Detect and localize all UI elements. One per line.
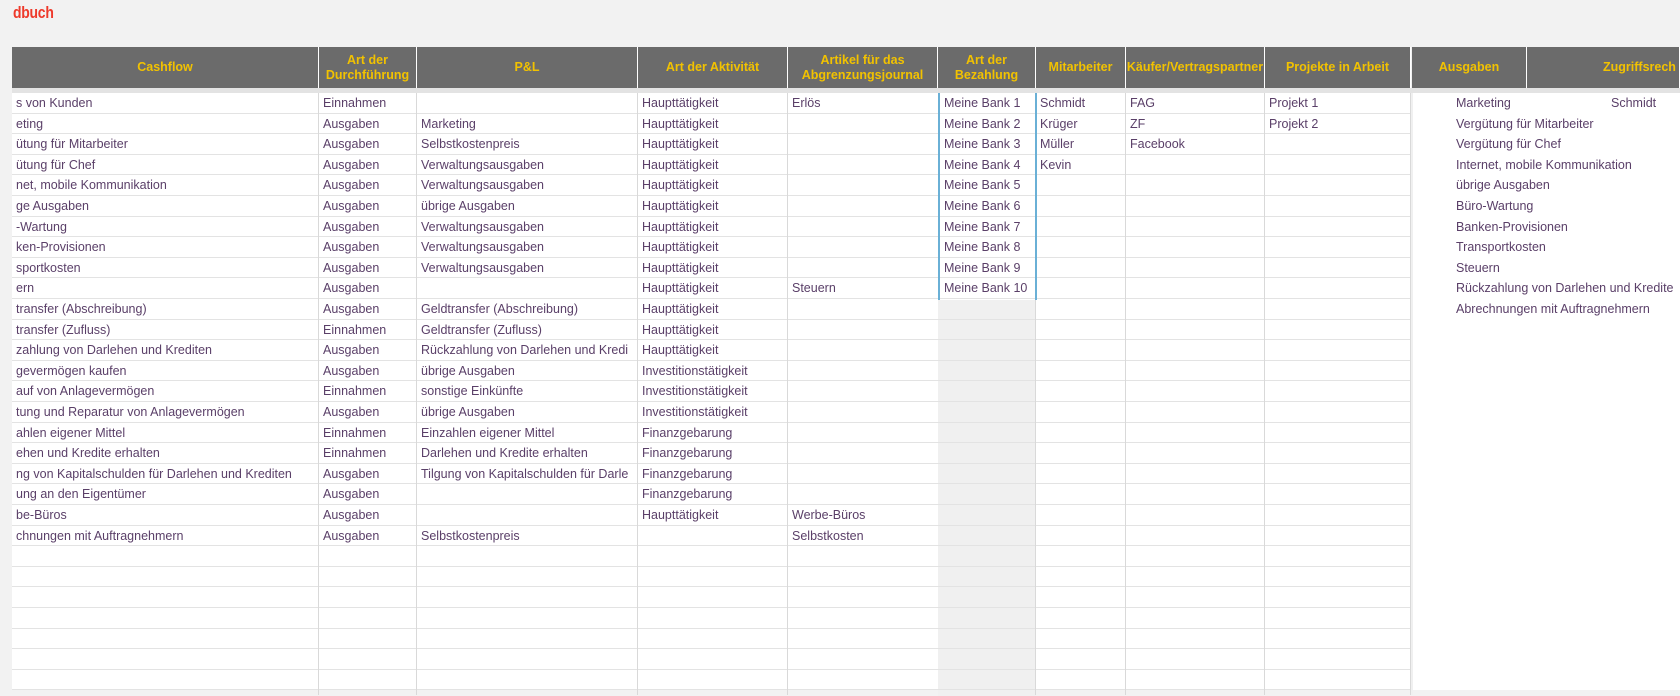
cell-durchfuehrung[interactable]: Ausgaben — [323, 467, 380, 481]
cell-durchfuehrung[interactable]: Ausgaben — [323, 199, 380, 213]
cell-ausgaben[interactable]: Internet, mobile Kommunikation — [1456, 158, 1632, 172]
cell-durchfuehrung[interactable]: Einnahmen — [323, 323, 387, 337]
cell-mitarbeiter[interactable]: Krüger — [1040, 117, 1078, 131]
cell-cashflow[interactable]: -Wartung — [16, 220, 67, 234]
cell-aktivitaet[interactable]: Haupttätigkeit — [642, 178, 719, 192]
header-abgrenzung[interactable]: Artikel für das Abgrenzungsjournal — [788, 47, 938, 88]
cell-cashflow[interactable]: ung an den Eigentümer — [16, 487, 146, 501]
cell-cashflow[interactable]: be-Büros — [16, 508, 67, 522]
cell-projekte[interactable]: Projekt 2 — [1269, 117, 1319, 131]
cell-durchfuehrung[interactable]: Ausgaben — [323, 343, 380, 357]
cell-aktivitaet[interactable]: Finanzgebarung — [642, 487, 733, 501]
cell-cashflow[interactable]: ng von Kapitalschulden für Darlehen und Krediten — [16, 467, 292, 481]
cell-pl[interactable]: übrige Ausgaben — [421, 364, 515, 378]
cell-durchfuehrung[interactable]: Einnahmen — [323, 426, 387, 440]
cell-ausgaben[interactable]: Vergütung für Mitarbeiter — [1456, 117, 1594, 131]
cell-pl[interactable]: übrige Ausgaben — [421, 405, 515, 419]
cell-aktivitaet[interactable]: Finanzgebarung — [642, 467, 733, 481]
cell-mitarbeiter[interactable]: Kevin — [1040, 158, 1072, 172]
cell-durchfuehrung[interactable]: Ausgaben — [323, 117, 380, 131]
header-projekte[interactable]: Projekte in Arbeit — [1265, 47, 1411, 88]
cell-durchfuehrung[interactable]: Ausgaben — [323, 178, 380, 192]
cell-aktivitaet[interactable]: Haupttätigkeit — [642, 117, 719, 131]
cell-pl[interactable]: Verwaltungsausgaben — [421, 220, 545, 234]
cell-pl[interactable]: Verwaltungsausgaben — [421, 240, 545, 254]
cell-ausgaben[interactable]: Büro-Wartung — [1456, 199, 1534, 213]
cell-aktivitaet[interactable]: Haupttätigkeit — [642, 343, 719, 357]
cell-bezahlung[interactable]: Meine Bank 5 — [944, 178, 1021, 192]
cell-bezahlung[interactable]: Meine Bank 9 — [944, 261, 1021, 275]
cell-aktivitaet[interactable]: Finanzgebarung — [642, 446, 733, 460]
cell-abgrenzung[interactable]: Steuern — [792, 281, 836, 295]
cell-ausgaben[interactable]: übrige Ausgaben — [1456, 178, 1550, 192]
cell-durchfuehrung[interactable]: Ausgaben — [323, 261, 380, 275]
cell-bezahlung[interactable]: Meine Bank 3 — [944, 137, 1021, 151]
cell-aktivitaet[interactable]: Haupttätigkeit — [642, 199, 719, 213]
row-line — [12, 628, 1411, 629]
cell-bezahlung[interactable]: Meine Bank 7 — [944, 220, 1021, 234]
cell-pl[interactable]: Darlehen und Kredite erhalten — [421, 446, 588, 460]
cell-durchfuehrung[interactable]: Ausgaben — [323, 364, 380, 378]
header-zugriff[interactable]: Zugriffsrech — [1527, 47, 1680, 88]
cell-pl[interactable]: Verwaltungsausgaben — [421, 261, 545, 275]
sheet-title: dbuch — [13, 3, 54, 22]
row-line — [12, 669, 1411, 670]
cell-pl[interactable]: Einzahlen eigener Mittel — [421, 426, 555, 440]
cell-durchfuehrung[interactable]: Ausgaben — [323, 508, 380, 522]
header-durchfuehrung[interactable]: Art der Durchführung — [319, 47, 417, 88]
cell-aktivitaet[interactable]: Haupttätigkeit — [642, 240, 719, 254]
cell-durchfuehrung[interactable]: Einnahmen — [323, 446, 387, 460]
cell-pl[interactable]: Tilgung von Kapitalschulden für Darle — [421, 467, 629, 481]
cell-durchfuehrung[interactable]: Ausgaben — [323, 240, 380, 254]
cell-ausgaben[interactable]: Abrechnungen mit Auftragnehmern — [1456, 302, 1650, 316]
cell-pl[interactable]: Marketing — [421, 117, 476, 131]
cell-aktivitaet[interactable]: Investitionstätigkeit — [642, 364, 748, 378]
cell-pl[interactable]: Geldtransfer (Zufluss) — [421, 323, 542, 337]
header-bezahlung[interactable]: Art der Bezahlung — [938, 47, 1036, 88]
cell-pl[interactable]: Selbstkostenpreis — [421, 137, 520, 151]
cell-bezahlung[interactable]: Meine Bank 8 — [944, 240, 1021, 254]
cell-aktivitaet[interactable]: Haupttätigkeit — [642, 220, 719, 234]
column-gap — [1411, 47, 1413, 695]
header-cashflow[interactable]: Cashflow — [12, 47, 319, 88]
cell-aktivitaet[interactable]: Haupttätigkeit — [642, 281, 719, 295]
cell-cashflow[interactable]: s von Kunden — [16, 96, 93, 110]
cell-cashflow[interactable]: sportkosten — [16, 261, 81, 275]
cell-cashflow[interactable]: ge Ausgaben — [16, 199, 89, 213]
cell-mitarbeiter[interactable]: Schmidt — [1040, 96, 1086, 110]
cell-cashflow[interactable]: ehen und Kredite erhalten — [16, 446, 160, 460]
cell-durchfuehrung[interactable]: Ausgaben — [323, 281, 380, 295]
cell-pl[interactable]: Geldtransfer (Abschreibung) — [421, 302, 579, 316]
cell-durchfuehrung[interactable]: Ausgaben — [323, 158, 380, 172]
cell-aktivitaet[interactable]: Investitionstätigkeit — [642, 384, 748, 398]
cell-durchfuehrung[interactable]: Ausgaben — [323, 487, 380, 501]
cell-ausgaben[interactable]: Vergütung für Chef — [1456, 137, 1561, 151]
row-line — [12, 586, 1411, 587]
header-kaeufer[interactable]: Käufer/Vertragspartner — [1126, 47, 1265, 88]
cell-kaeufer[interactable]: Facebook — [1130, 137, 1185, 151]
cell-ausgaben[interactable]: Rückzahlung von Darlehen und Kredite — [1456, 281, 1674, 295]
cell-pl[interactable]: übrige Ausgaben — [421, 199, 515, 213]
cell-aktivitaet[interactable]: Haupttätigkeit — [642, 96, 719, 110]
cell-projekte[interactable]: Projekt 1 — [1269, 96, 1319, 110]
cell-ausgaben[interactable]: Steuern — [1456, 261, 1500, 275]
cell-aktivitaet[interactable]: Haupttätigkeit — [642, 508, 719, 522]
cell-bezahlung[interactable]: Meine Bank 10 — [944, 281, 1028, 295]
cell-aktivitaet[interactable]: Haupttätigkeit — [642, 302, 719, 316]
cell-cashflow[interactable]: gevermögen kaufen — [16, 364, 127, 378]
cell-durchfuehrung[interactable]: Ausgaben — [323, 529, 380, 543]
cell-ausgaben[interactable]: Transportkosten — [1456, 240, 1546, 254]
cell-abgrenzung[interactable]: Erlös — [792, 96, 821, 110]
cell-aktivitaet[interactable]: Haupttätigkeit — [642, 261, 719, 275]
cell-cashflow[interactable]: ern — [16, 281, 35, 295]
cell-durchfuehrung[interactable]: Einnahmen — [323, 384, 387, 398]
row-line — [12, 689, 1411, 690]
cell-ausgaben[interactable]: Banken-Provisionen — [1456, 220, 1568, 234]
header-aktivitaet[interactable]: Art der Aktivität — [638, 47, 788, 88]
row-line — [12, 566, 1411, 567]
cell-pl[interactable]: Rückzahlung von Darlehen und Kredi — [421, 343, 629, 357]
cell-bezahlung[interactable]: Meine Bank 4 — [944, 158, 1021, 172]
row-line — [12, 648, 1411, 649]
cell-zugriff[interactable]: Schmidt — [1611, 96, 1657, 110]
header-mitarbeiter[interactable]: Mitarbeiter — [1036, 47, 1126, 88]
cell-kaeufer[interactable]: ZF — [1130, 117, 1146, 131]
cell-mitarbeiter[interactable]: Müller — [1040, 137, 1075, 151]
cell-durchfuehrung[interactable]: Ausgaben — [323, 220, 380, 234]
cell-cashflow[interactable]: ütung für Chef — [16, 158, 96, 172]
cell-cashflow[interactable]: auf von Anlagevermögen — [16, 384, 155, 398]
cell-cashflow[interactable]: ahlen eigener Mittel — [16, 426, 126, 440]
cell-aktivitaet[interactable]: Haupttätigkeit — [642, 323, 719, 337]
col-line — [1264, 93, 1265, 695]
cell-aktivitaet[interactable]: Investitionstätigkeit — [642, 405, 748, 419]
cell-durchfuehrung[interactable]: Ausgaben — [323, 137, 380, 151]
header-pl[interactable]: P&L — [417, 47, 638, 88]
cell-bezahlung[interactable]: Meine Bank 6 — [944, 199, 1021, 213]
cell-pl[interactable]: Verwaltungsausgaben — [421, 178, 545, 192]
cell-kaeufer[interactable]: FAG — [1130, 96, 1156, 110]
cell-durchfuehrung[interactable]: Einnahmen — [323, 96, 387, 110]
cell-durchfuehrung[interactable]: Ausgaben — [323, 405, 380, 419]
cell-durchfuehrung[interactable]: Ausgaben — [323, 302, 380, 316]
cell-bezahlung[interactable]: Meine Bank 2 — [944, 117, 1021, 131]
cell-aktivitaet[interactable]: Haupttätigkeit — [642, 137, 719, 151]
cell-cashflow[interactable]: eting — [16, 117, 44, 131]
cell-aktivitaet[interactable]: Finanzgebarung — [642, 426, 733, 440]
col-line — [1125, 93, 1126, 695]
cell-pl[interactable]: Selbstkostenpreis — [421, 529, 520, 543]
col-line — [1410, 93, 1411, 695]
cell-pl[interactable]: Verwaltungsausgaben — [421, 158, 545, 172]
cell-abgrenzung[interactable]: Selbstkosten — [792, 529, 864, 543]
cell-cashflow[interactable]: ütung für Mitarbeiter — [16, 137, 128, 151]
cell-cashflow[interactable]: chnungen mit Auftragnehmern — [16, 529, 184, 543]
row-line — [12, 607, 1411, 608]
cell-cashflow[interactable]: transfer (Abschreibung) — [16, 302, 147, 316]
cell-aktivitaet[interactable]: Haupttätigkeit — [642, 158, 719, 172]
cell-abgrenzung[interactable]: Werbe-Büros — [792, 508, 866, 522]
cell-cashflow[interactable]: zahlung von Darlehen und Krediten — [16, 343, 212, 357]
cell-pl[interactable]: sonstige Einkünfte — [421, 384, 524, 398]
cell-ausgaben[interactable]: Marketing — [1456, 96, 1511, 110]
cell-cashflow[interactable]: net, mobile Kommunikation — [16, 178, 167, 192]
cell-cashflow[interactable]: transfer (Zufluss) — [16, 323, 111, 337]
cell-cashflow[interactable]: tung und Reparatur von Anlagevermögen — [16, 405, 245, 419]
cell-bezahlung[interactable]: Meine Bank 1 — [944, 96, 1021, 110]
header-ausgaben[interactable]: Ausgaben — [1412, 47, 1527, 88]
cell-cashflow[interactable]: ken-Provisionen — [16, 240, 106, 254]
